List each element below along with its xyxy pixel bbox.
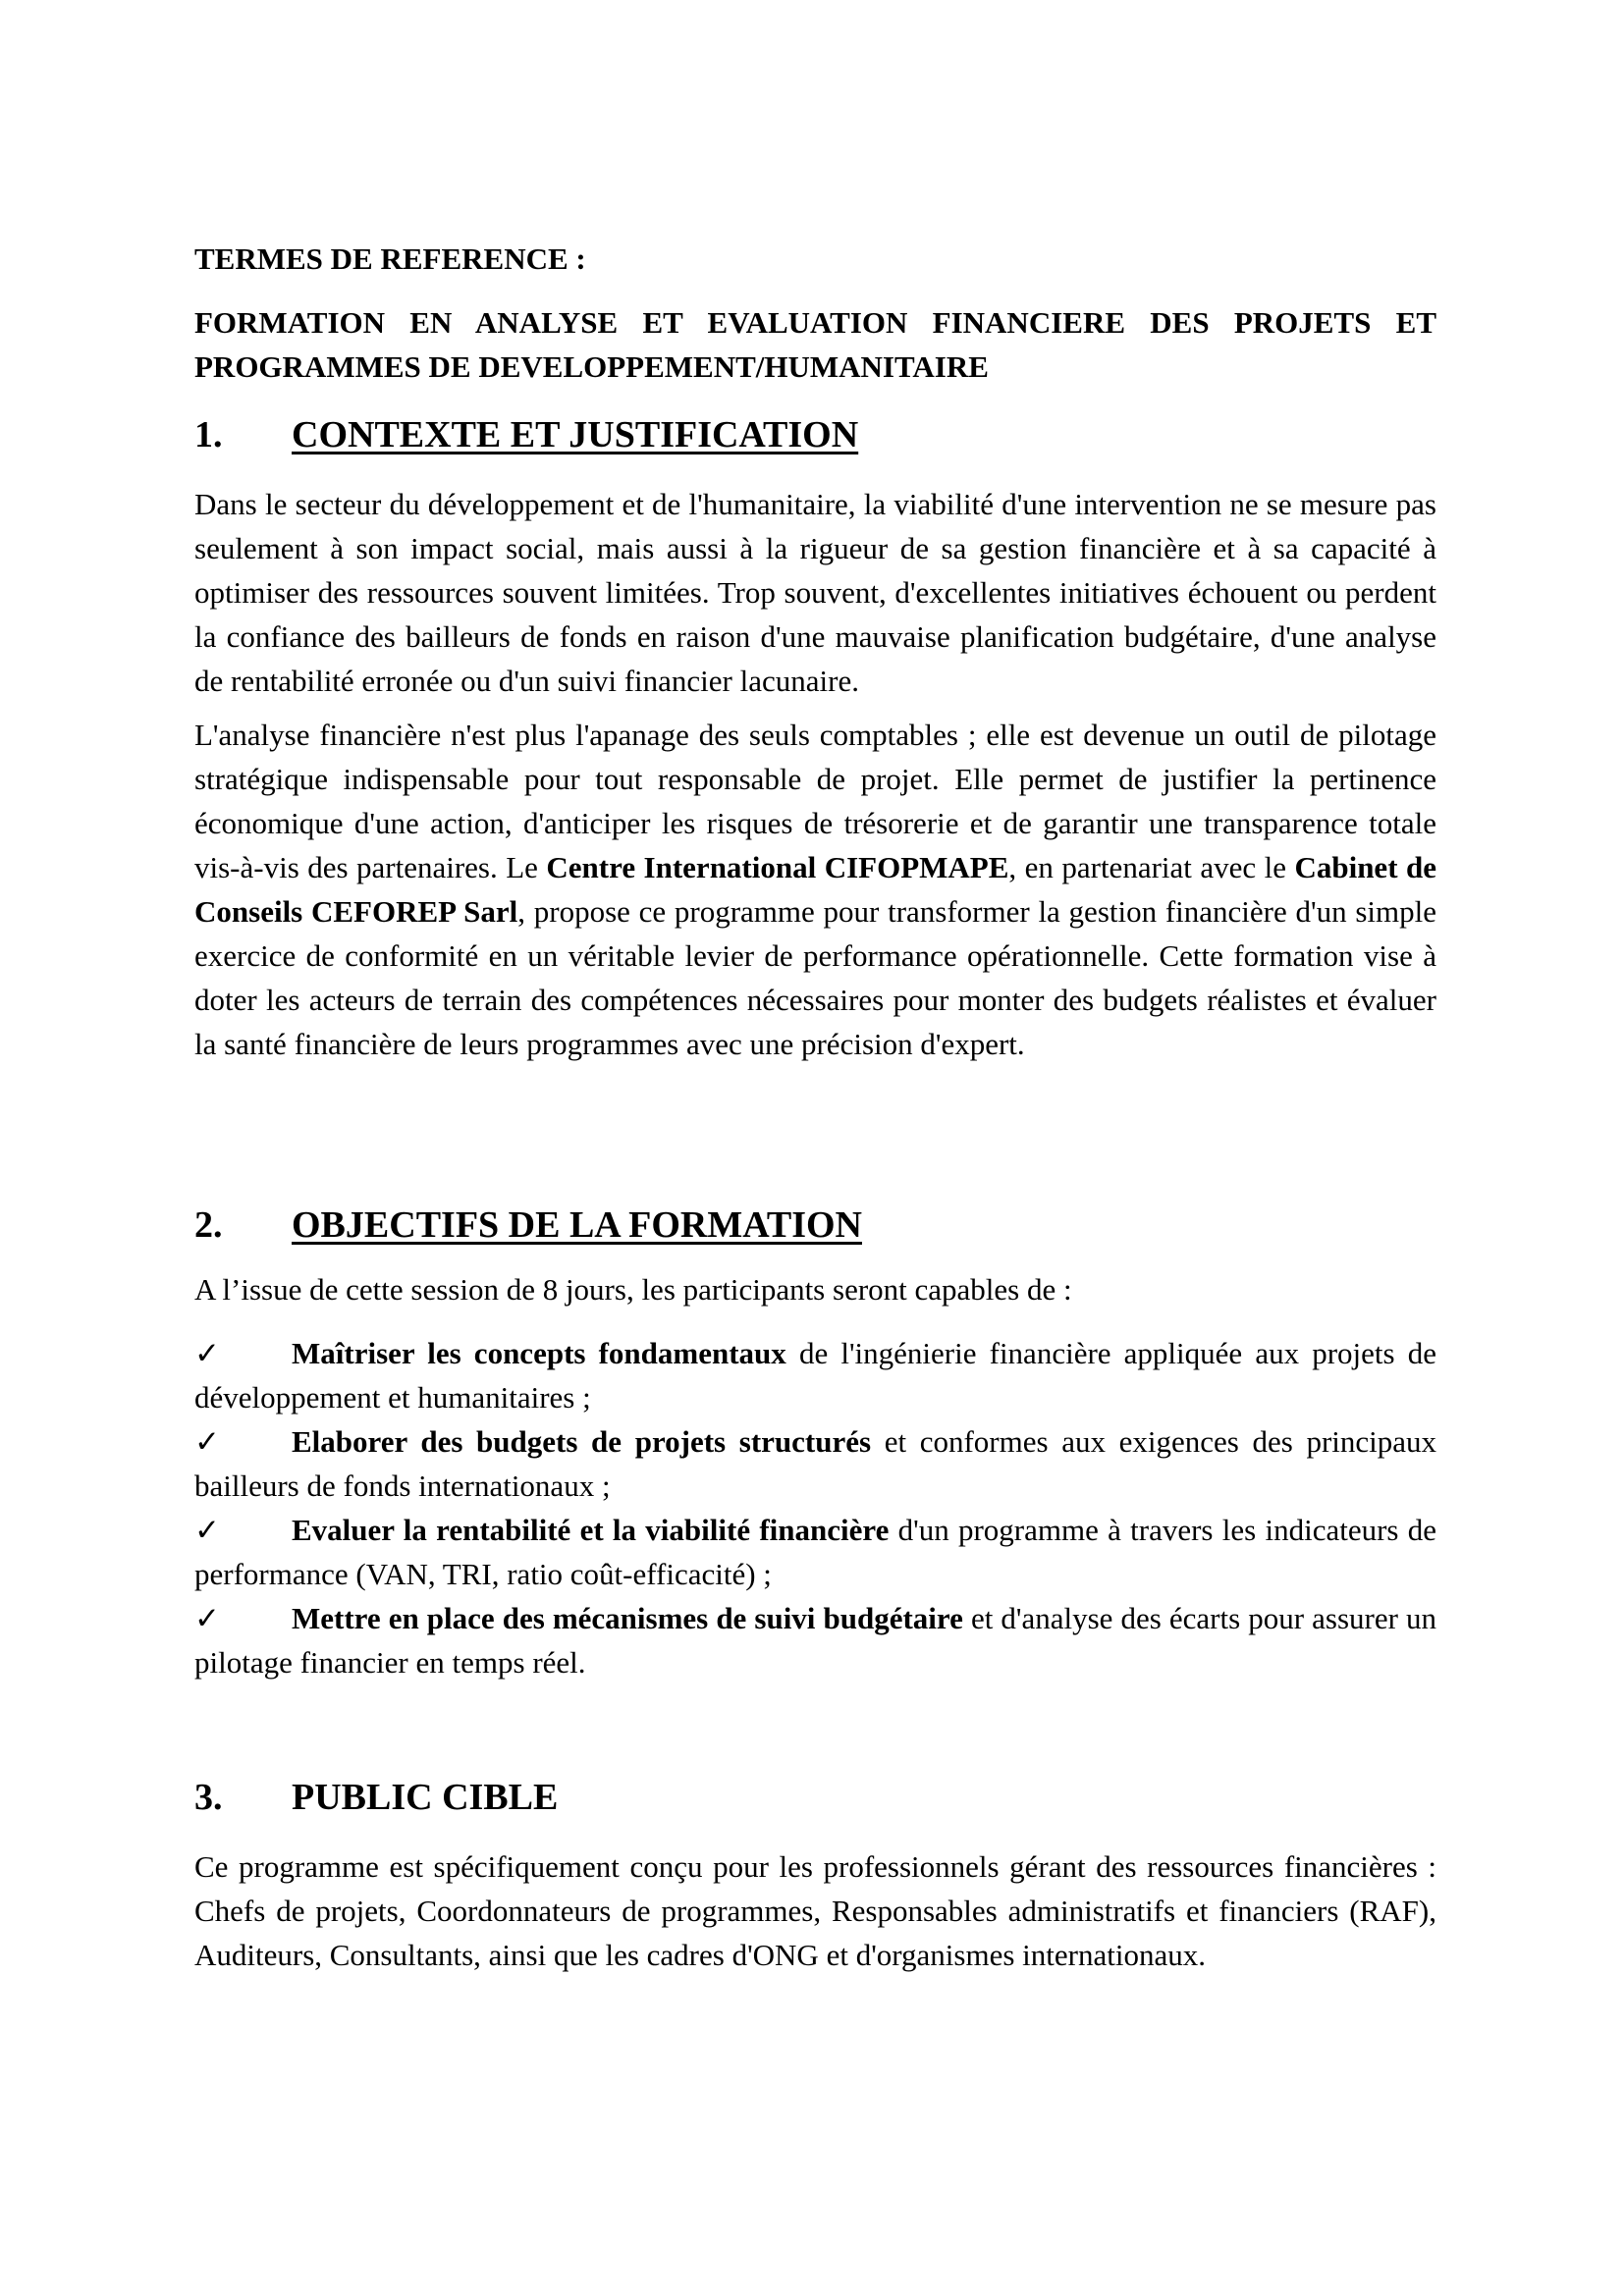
checkmark-icon: ✓ bbox=[194, 1424, 220, 1459]
section-1-paragraph-2 bbox=[194, 713, 1436, 1066]
organization-name-cifopmape: Centre International CIFOPMAPE bbox=[546, 850, 1009, 884]
objective-title: Elaborer des budgets de projets structurés bbox=[292, 1424, 872, 1459]
section-1-heading bbox=[194, 410, 1436, 459]
objective-item bbox=[194, 1419, 1436, 1508]
section-3-heading bbox=[194, 1773, 1436, 1822]
section-3-title: PUBLIC CIBLE bbox=[292, 1777, 559, 1818]
section-3-number: 3. bbox=[194, 1777, 223, 1818]
paragraph-text: L'analyse financière n'est plus l'apanage des seuls comptables ; elle est devenue un outil de pilotage stratégique indispensable pour tout responsable de projet. Elle permet de justifier la pertinence économique d'une action, d'anticiper les risques de trésorerie et de garantir une transparence totale vis-à-vis des partenaires. Le bbox=[194, 718, 1436, 884]
objective-title: Maîtriser les concepts fondamentaux bbox=[292, 1336, 786, 1370]
paragraph-text: , en partenariat avec le bbox=[1008, 850, 1295, 884]
objective-title: Mettre en place des mécanismes de suivi budgétaire bbox=[292, 1601, 963, 1635]
section-2-title: OBJECTIFS DE LA FORMATION bbox=[292, 1204, 862, 1246]
checkmark-icon: ✓ bbox=[194, 1336, 220, 1370]
organization-name-ceforep: Cabinet de Conseils CEFOREP Sarl bbox=[194, 850, 1436, 929]
objective-item bbox=[194, 1508, 1436, 1596]
objective-text: de l'ingénierie financière appliquée aux projets de développement et humanitaires ; bbox=[194, 1336, 1436, 1415]
objective-text: et d'analyse des écarts pour assurer un pilotage financier en temps réel. bbox=[194, 1601, 1436, 1680]
objectives-list bbox=[194, 1331, 1436, 1684]
objective-text: et conformes aux exigences des principaux bailleurs de fonds internationaux ; bbox=[194, 1424, 1437, 1503]
checkmark-icon: ✓ bbox=[194, 1601, 220, 1635]
section-2-number: 2. bbox=[194, 1204, 223, 1246]
document-subtitle: FORMATION EN ANALYSE ET EVALUATION FINANCIERE DES PROJETS ET PROGRAMMES DE DEVELOPPEMENT/HUMANITAIRE bbox=[194, 305, 1436, 384]
section-2-intro: A l’issue de cette session de 8 jours, les participants seront capables de : bbox=[194, 1272, 1072, 1307]
checkmark-icon: ✓ bbox=[194, 1513, 220, 1547]
section-1-paragraph-1: Dans le secteur du développement et de l'humanitaire, la viabilité d'une intervention ne se mesure pas seulement à son impact social, mais aussi à la rigueur de sa gestion financière et à sa capacité à optimiser des ressources souvent limitées. Trop souvent, d'excellentes initiatives échouent ou perdent la confiance des bailleurs de fonds en raison d'une mauvaise planification budgétaire, d'une analyse de rentabilité erronée ou d'un suivi financier lacunaire. bbox=[194, 487, 1436, 698]
paragraph-text: , propose ce programme pour transformer la gestion financière d'un simple exercice de conformité en un véritable levier de performance opérationnelle. Cette formation vise à doter les acteurs de terrain des compétences nécessaires pour monter des budgets réalistes et évaluer la santé financière de leurs programmes avec une précision d'expert. bbox=[194, 894, 1436, 1061]
objective-text: d'un programme à travers les indicateurs de performance (VAN, TRI, ratio coût-efficacité) ; bbox=[194, 1513, 1436, 1591]
document-title: TERMES DE REFERENCE : bbox=[194, 241, 586, 276]
objective-title: Evaluer la rentabilité et la viabilité financière bbox=[292, 1513, 890, 1547]
section-1-number: 1. bbox=[194, 414, 223, 455]
objective-item bbox=[194, 1331, 1436, 1419]
objective-item bbox=[194, 1596, 1436, 1684]
section-1-title: CONTEXTE ET JUSTIFICATION bbox=[292, 414, 859, 455]
section-2-heading bbox=[194, 1201, 1436, 1250]
section-3-paragraph-1: Ce programme est spécifiquement conçu pour les professionnels gérant des ressources financières : Chefs de projets, Coordonnateurs de programmes, Responsables administratifs et financiers (RAF), Auditeurs, Consultants, ainsi que les cadres d'ONG et d'organismes internationaux. bbox=[194, 1849, 1436, 1972]
